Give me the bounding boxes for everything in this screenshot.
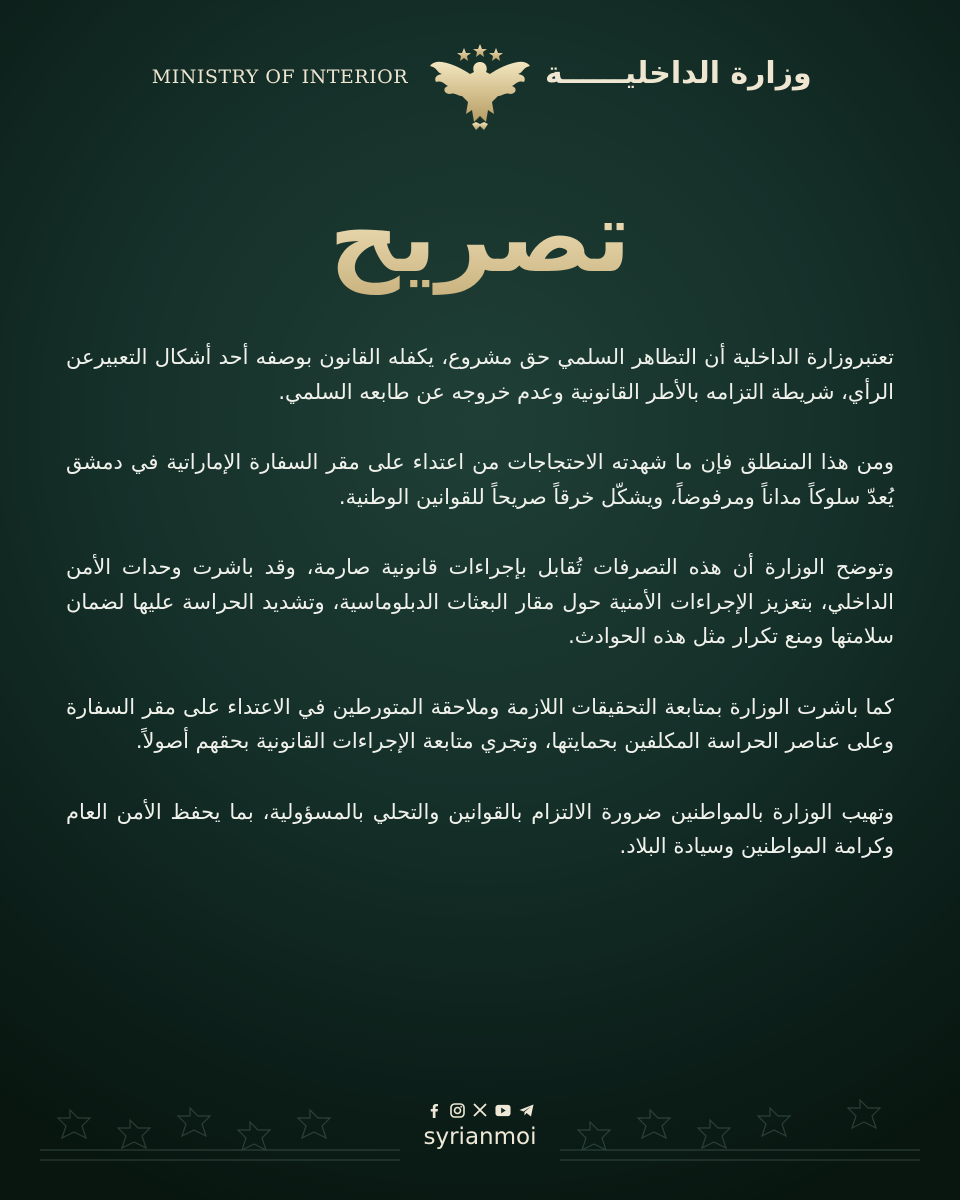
ministry-name-english: MINISTRY OF INTERIOR: [151, 66, 408, 88]
instagram-icon[interactable]: [449, 1102, 465, 1118]
header: [0, 44, 960, 134]
paragraph: وتهيب الوزارة بالمواطنين ضرورة الالتزام بالقوانين والتحلي بالمسؤولية، بما يحفظ الأمن العام وكرامة المواطنين وسيادة البلاد.: [66, 799, 894, 858]
eagle-emblem-icon: [428, 44, 532, 132]
paragraph: تعتبروزارة الداخلية أن التظاهر السلمي حق مشروع، يكفله القانون بوصفه أحد أشكال التعبيرعن الرأي، شريطة التزامه بالأطر القانونية وعدم خروجه عن طابعه السلمي.: [66, 345, 894, 404]
statement-body: [66, 340, 894, 900]
ministry-name-arabic: وزارة الداخليــــــة: [545, 56, 812, 91]
paragraph: كما باشرت الوزارة بمتابعة التحقيقات اللازمة وملاحقة المتورطين في الاعتداء على مقر السفارة وعلى عناصر الحراسة المكلفين بحمايتها، وتجري متابعة الإجراءات القانونية بحقهم أصولاً.: [66, 694, 894, 753]
telegram-icon[interactable]: [518, 1102, 534, 1118]
youtube-icon[interactable]: [495, 1102, 511, 1118]
x-icon[interactable]: [472, 1102, 488, 1118]
facebook-icon[interactable]: [426, 1102, 442, 1118]
page-title: تصريح: [0, 178, 960, 298]
social-icons-row: [0, 1102, 960, 1118]
paragraph: وتوضح الوزارة أن هذه التصرفات تُقابل بإجراءات قانونية صارمة، وقد باشرت وحدات الأمن الداخلي، بتعزيز الإجراءات الأمنية حول مقار البعثات الدبلوماسية، وتشديد الحراسة عليها لضمان سلامتها ومنع تكرار مثل هذه الحوادث.: [66, 555, 894, 648]
social-handle[interactable]: syrianmoi: [423, 1124, 537, 1150]
paragraph: ومن هذا المنطلق فإن ما شهدته الاحتجاجات من اعتداء على مقر السفارة الإماراتية في دمشق يُعدّ سلوكاً مداناً ومرفوضاً، ويشكّل خرقاً صريحاً للقوانين الوطنية.: [66, 450, 894, 509]
